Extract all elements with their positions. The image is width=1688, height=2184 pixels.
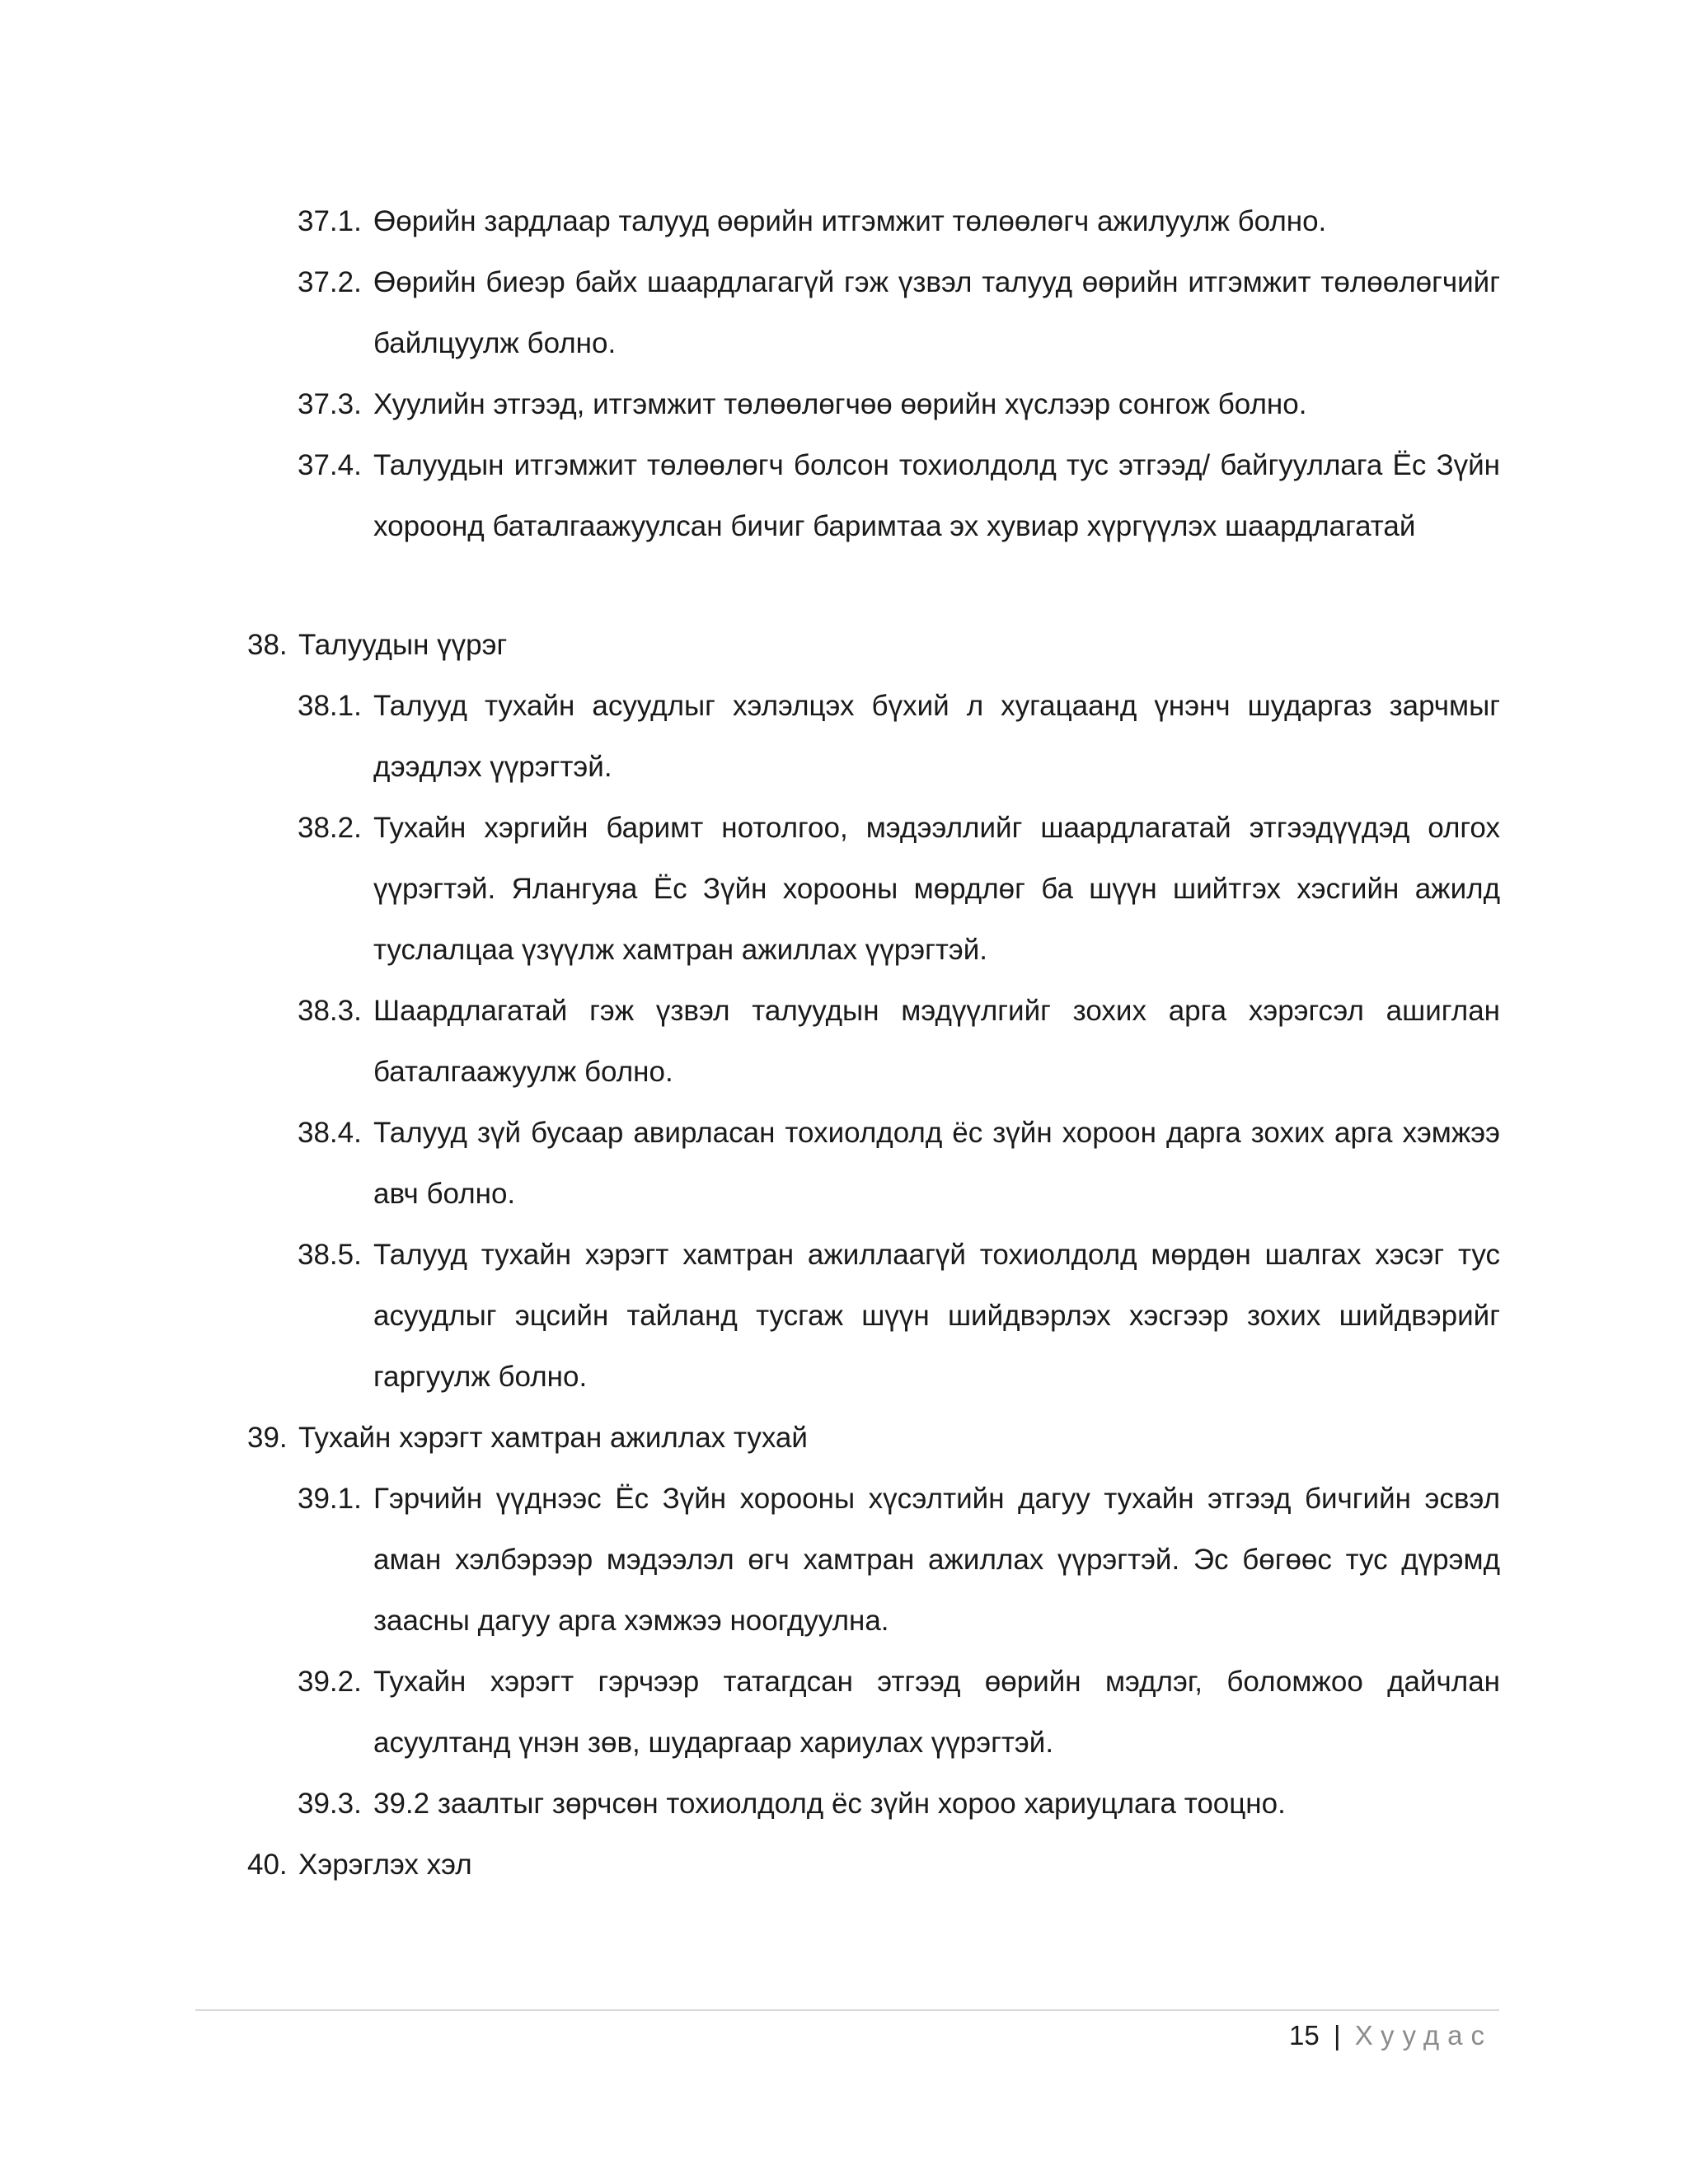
clause-text: Тухайн хэргийн баримт нотолгоо, мэдээллийг шаардлагатай этгээдүүдэд олгох үүрэгтэй. Ялангуяа Ёс Зүйн хорооны мөрдлөг ба шүүн шийтгэх хэсгийн ажилд туслалцаа үзүүлж хамтран ажиллах үүрэгтэй. bbox=[373, 812, 1500, 966]
clause-37-1 bbox=[298, 191, 1500, 252]
clause-number: 38.3. bbox=[298, 995, 362, 1027]
clause-text: Талууд зүй бусаар авирласан тохиолдолд ёс зүйн хороон дарга зохих арга хэмжээ авч болно. bbox=[373, 1117, 1500, 1210]
document-body bbox=[247, 191, 1500, 1896]
section-title: Тухайн хэрэгт хамтран ажиллах тухай bbox=[298, 1422, 808, 1454]
clause-number: 38.4. bbox=[298, 1117, 362, 1149]
clause-text: Талуудын итгэмжит төлөөлөгч болсон тохиолдолд тус этгээд/ байгууллага Ёс Зүйн хороонд баталгаажуулсан бичиг баримтаа эх хувиар хүргүүлэх шаардлагатай bbox=[373, 449, 1500, 542]
page-footer bbox=[1289, 2011, 1493, 2060]
clause-number: 38.1. bbox=[298, 690, 362, 722]
clause-text: Өөрийн биеэр байх шаардлагагүй гэж үзвэл талууд өөрийн итгэмжит төлөөлөгчийг байлцуулж болно. bbox=[373, 266, 1500, 359]
clause-text: Тухайн хэрэгт гэрчээр татагдсан этгээд өөрийн мэдлэг, боломжоо дайчлан асуултанд үнэн зөв, шударгаар хариулах үүрэгтэй. bbox=[373, 1666, 1500, 1759]
clause-number: 37.4. bbox=[298, 449, 362, 481]
clause-37-2 bbox=[298, 252, 1500, 374]
clause-text: Өөрийн зардлаар талууд өөрийн итгэмжит төлөөлөгч ажилуулж болно. bbox=[373, 205, 1327, 237]
clause-text: Талууд тухайн асуудлыг хэлэлцэх бүхий л хугацаанд үнэнч шударгаз зарчмыг дээдлэх үүрэгтэй. bbox=[373, 690, 1500, 783]
clause-number: 37.1. bbox=[298, 205, 362, 237]
clause-38-2 bbox=[298, 798, 1500, 981]
clause-number: 37.2. bbox=[298, 266, 362, 298]
clause-number: 38.2. bbox=[298, 812, 362, 844]
clause-37-4 bbox=[298, 435, 1500, 557]
clause-38-4 bbox=[298, 1103, 1500, 1225]
clause-37-3 bbox=[298, 374, 1500, 435]
clause-38-3 bbox=[298, 981, 1500, 1103]
section-number: 38. bbox=[247, 629, 288, 661]
clause-39-3 bbox=[298, 1774, 1500, 1835]
section-spacer bbox=[247, 557, 1500, 615]
clause-number: 39.2. bbox=[298, 1666, 362, 1698]
section-40-heading bbox=[247, 1835, 1500, 1896]
clause-number: 37.3. bbox=[298, 388, 362, 420]
page-label: Хуудас bbox=[1354, 2020, 1493, 2050]
section-title: Талуудын үүрэг bbox=[298, 629, 508, 661]
section-39-heading bbox=[247, 1408, 1500, 1469]
clause-39-1 bbox=[298, 1469, 1500, 1652]
clause-text: Хуулийн этгээд, итгэмжит төлөөлөгчөө өөрийн хүслээр сонгож болно. bbox=[373, 388, 1307, 420]
page-number: 15 bbox=[1289, 2020, 1320, 2050]
clause-39-2 bbox=[298, 1652, 1500, 1774]
footer-separator: | bbox=[1333, 2020, 1341, 2050]
clause-text: Шаардлагатай гэж үзвэл талуудын мэдүүлгийг зохих арга хэрэгсэл ашиглан баталгаажуулж болно. bbox=[373, 995, 1500, 1088]
clause-38-1 bbox=[298, 676, 1500, 798]
clause-number: 39.3. bbox=[298, 1788, 362, 1820]
clause-text: Гэрчийн үүднээс Ёс Зүйн хорооны хүсэлтийн дагуу тухайн этгээд бичгийн эсвэл аман хэлбэрээр мэдээлэл өгч хамтран ажиллах үүрэгтэй. Эс бөгөөс тус дүрэмд заасны дагуу арга хэмжээ ноогдуулна. bbox=[373, 1483, 1500, 1637]
clause-text: 39.2 заалтыг зөрчсөн тохиолдолд ёс зүйн хороо хариуцлага тооцно. bbox=[373, 1788, 1286, 1820]
section-38-heading bbox=[247, 615, 1500, 676]
clause-number: 39.1. bbox=[298, 1483, 362, 1515]
clause-38-5 bbox=[298, 1225, 1500, 1408]
section-number: 39. bbox=[247, 1422, 288, 1454]
clause-number: 38.5. bbox=[298, 1239, 362, 1271]
section-title: Хэрэглэх хэл bbox=[298, 1849, 472, 1881]
section-number: 40. bbox=[247, 1849, 288, 1881]
clause-text: Талууд тухайн хэрэгт хамтран ажиллаагүй тохиолдолд мөрдөн шалгах хэсэг тус асуудлыг эцсийн тайланд тусгаж шүүн шийдвэрлэх хэсгээр зохих шийдвэрийг гаргуулж болно. bbox=[373, 1239, 1500, 1393]
